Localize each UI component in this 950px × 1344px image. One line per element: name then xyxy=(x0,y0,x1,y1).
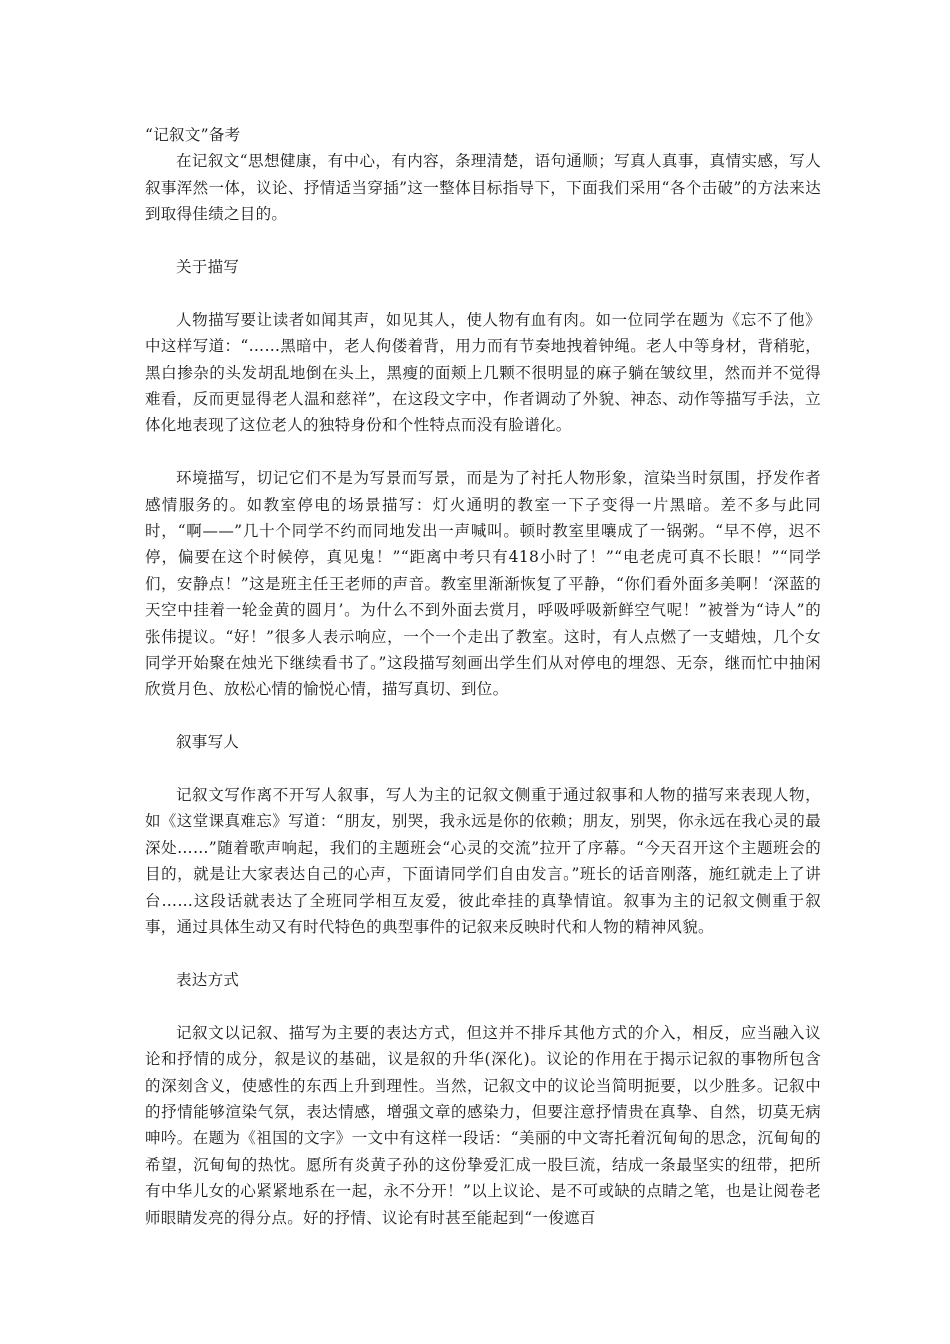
spacer xyxy=(145,703,821,729)
spacer xyxy=(145,993,821,1019)
paragraph-expression: 记叙文以记叙、描写为主要的表达方式，但这并不排斥其他方式的介入，相反，应当融入议论和抒情的成分，叙是议的基础，议是叙的升华(深化)。议论的作用在于揭示记叙的事物所包含的深刻含义，使感性的东西上升到理性。当然，记叙文中的议论当简明扼要，以少胜多。记叙中的抒情能够渲染气氛，表达情感，增强文章的感染力，但要注意抒情贵在真挚、自然，切莫无病呻吟。在题为《祖国的文字》一文中有这样一段话：“美丽的中文寄托着沉甸甸的思念，沉甸甸的希望，沉甸甸的热忱。愿所有炎黄子孙的这份挚爱汇成一股巨流，结成一条最坚实的纽带，把所有中华儿女的心紧紧地系在一起，永不分开！”以上议论、是不可或缺的点睛之笔，也是让阅卷老师眼睛发亮的得分点。好的抒情、议论有时甚至能起到“一俊遮百 xyxy=(145,1023,821,1227)
spacer xyxy=(145,228,821,254)
paragraph-character-description: 人物描写要让读者如闻其声，如见其人，使人物有血有肉。如一位同学在题为《忘不了他》中这样写道：“……黑暗中，老人佝偻着背，用力而有节奏地拽着钟绳。老人中等身材，背稍驼，黑白掺杂的头发胡乱地倒在头上，黑瘦的面颊上几颗不很明显的麻子躺在皱纹里，然而并不觉得难看，反而更显得老人温和慈祥”，在这段文字中，作者调动了外貌、神态、动作等描写手法，立体化地表现了这位老人的独特身份和个性特点而没有脸谱化。 xyxy=(145,310,821,435)
intro-paragraph: 在记叙文“思想健康，有中心，有内容，条理清楚，语句通顺；写真人真事，真情实感，写人叙事浑然一体，议论、抒情适当穿插”这一整体目标指导下，下面我们采用“各个击破”的方法来达到取得佳绩之目的。 xyxy=(145,152,821,224)
paragraph-environment-description: 环境描写，切记它们不是为写景而写景，而是为了衬托人物形象，渲染当时氛围，抒发作者感情服务的。如教室停电的场景描写：灯火通明的教室一下子变得一片黑暗。差不多与此同时，“啊——”几十个同学不约而同地发出一声喊叫。顿时教室里嚷成了一锅粥。“早不停，迟不停，偏要在这个时候停，真见鬼！”“距离中考只有418小时了！”“电老虎可真不长眼！”“同学们，安静点！”这是班主任王老师的声音。教室里渐渐恢复了平静，“你们看外面多美啊！‘深蓝的天空中挂着一轮金黄的圆月’。为什么不到外面去赏月，呼吸呼吸新鲜空气呢！”被誉为“诗人”的张伟提议。“好！”很多人表示响应，一个一个走出了教室。这时，有人点燃了一支蜡烛，几个女同学开始聚在烛光下继续看书了。”这段描写刻画出学生们从对停电的埋怨、无奈，继而忙中抽闲欣赏月色、放松心情的愉悦心情，描写真切、到位。 xyxy=(145,469,821,699)
document-page xyxy=(145,122,821,1231)
spacer xyxy=(145,941,821,967)
paragraph-narration: 记叙文写作离不开写人叙事，写人为主的记叙文侧重于通过叙事和人物的描写来表现人物，如《这堂课真难忘》写道：“朋友，别哭，我永远是你的依赖；朋友，别哭，你永远在我心灵的最深处……”随着歌声响起，我们的主题班会“心灵的交流”拉开了序幕。“今天召开这个主题班会的目的，就是让大家表达自己的心声，下面请同学们自由发言。”班长的话音刚落，施红就走上了讲台……这段话就表达了全班同学相互友爱，彼此牵挂的真挚情谊。叙事为主的记叙文侧重于叙事，通过具体生动又有时代特色的典型事件的记叙来反映时代和人物的精神风貌。 xyxy=(145,786,821,937)
spacer xyxy=(145,280,821,306)
document-title: “记叙文”备考 xyxy=(145,126,241,144)
section-heading-description: 关于描写 xyxy=(176,258,240,277)
section-heading-narration: 叙事写人 xyxy=(176,733,240,752)
spacer xyxy=(145,439,821,465)
spacer xyxy=(145,756,821,782)
section-heading-expression: 表达方式 xyxy=(176,970,240,989)
